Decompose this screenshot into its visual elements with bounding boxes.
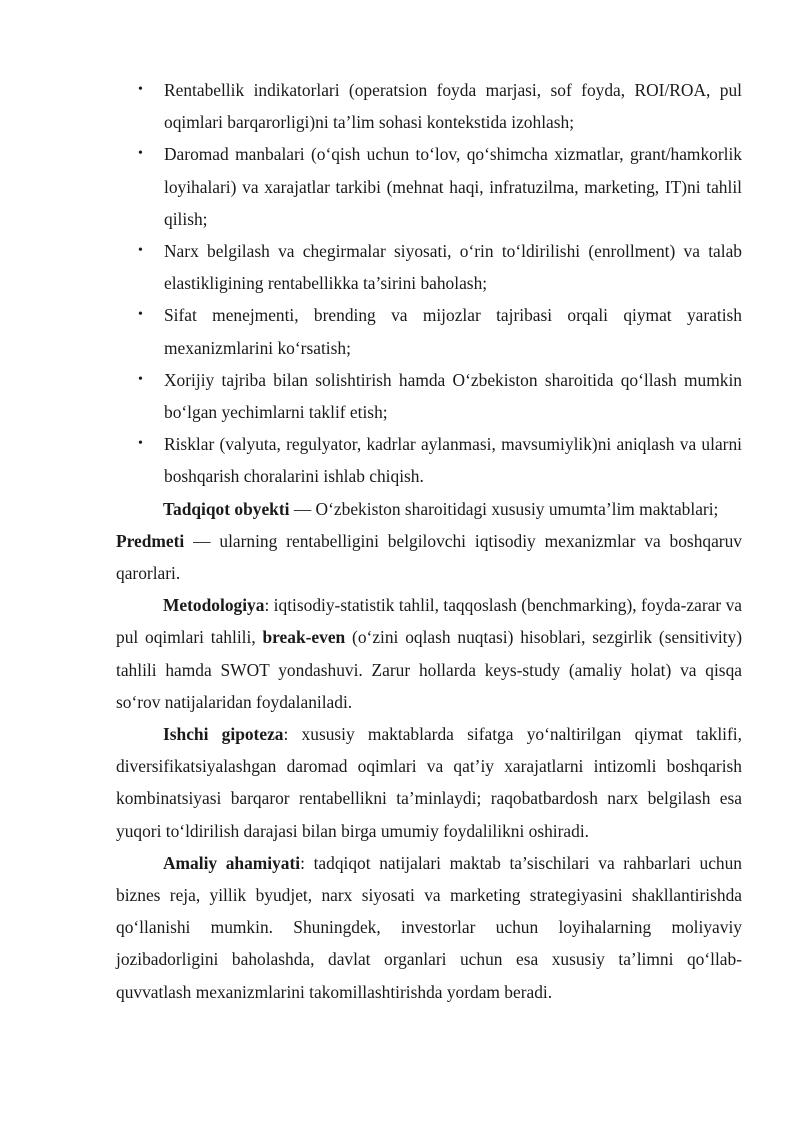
methodology-paragraph [116, 589, 742, 718]
list-item [116, 74, 742, 138]
list-item-text: Risklar (valyuta, regulyator, kadrlar aylanmasi, mavsumiylik)ni aniqlash va ularni boshqarish choralarini ishlab chiqish. [164, 434, 742, 487]
hypothesis-label: Ishchi gipoteza [163, 724, 284, 745]
list-item [116, 428, 742, 492]
practical-significance-paragraph [116, 847, 742, 1008]
bullet-icon: • [138, 146, 143, 162]
bullet-icon: • [138, 82, 143, 97]
list-item [116, 364, 742, 428]
methodology-label: Metodologiya [163, 595, 265, 616]
bullet-icon: • [138, 436, 143, 452]
list-item-text: Rentabellik indikatorlari (operatsion foyda marjasi, sof foyda, ROI/ROA, pul oqimlari barqarorligi)ni ta’lim sohasi kontekstida izohlash; [164, 80, 742, 133]
bullet-icon: • [138, 307, 143, 323]
practical-significance-text: : tadqiqot natijalari maktab ta’sischilari va rahbarlari uchun biznes reja, yillik byudjet, narx siyosati va marketing strategiyasini shakllantirishda qo‘llanishi mumkin. Shuningdek, investorlar uchun loyihalarning moliyaviy jozibadorligini baholashda, davlat organlari uchun esa xususiy ta’limni qo‘llab-quvvatlash mexanizmlarini takomillashtirishda yordam beradi. [116, 852, 742, 1002]
bullet-icon: • [138, 243, 143, 259]
list-item [116, 138, 742, 235]
list-item-text: Narx belgilash va chegirmalar siyosati, o‘rin to‘ldirilishi (enrollment) va talab elastikligining rentabellikka ta’sirini baholash; [164, 241, 742, 294]
research-subject-label: Predmeti [116, 530, 185, 551]
break-even-term: break-even [262, 627, 346, 648]
research-object-text: — O‘zbekiston sharoitidagi xususiy umumta’lim maktablari; [289, 498, 719, 519]
list-item-text: Sifat menejmenti, brending va mijozlar tajribasi orqali qiymat yaratish mexanizmlarini ko‘rsatish; [164, 305, 742, 358]
research-subject-text: — ularning rentabelligini belgilovchi iqtisodiy mexanizmlar va boshqaruv qarorlari. [116, 530, 742, 584]
hypothesis-paragraph [116, 718, 742, 847]
practical-significance-label: Amaliy ahamiyati [163, 852, 301, 873]
methodology-text-continued: (o‘zini oqlash nuqtasi) hisoblari, sezgirlik (sensitivity) tahlili hamda SWOT yondashuvi. Zarur hollarda keys-study (amaliy holat) va qisqa so‘rov natijalaridan foydalaniladi. [116, 627, 742, 712]
objectives-list [116, 74, 742, 493]
research-object-paragraph [116, 493, 742, 525]
list-item-text: Daromad manbalari (o‘qish uchun to‘lov, qo‘shimcha xizmatlar, grant/hamkorlik loyihalari) va xarajatlar tarkibi (mehnat haqi, infratuzilma, marketing, IT)ni tahlil qilish; [164, 144, 742, 229]
list-item-text: Xorijiy tajriba bilan solishtirish hamda O‘zbekiston sharoitida qo‘llash mumkin bo‘lgan yechimlarni taklif etish; [164, 369, 742, 423]
hypothesis-text: : xususiy maktablarda sifatga yo‘naltirilgan qiymat taklifi, diversifikatsiyalashgan daromad oqimlari va qat’iy xarajatlarni intizomli boshqarish kombinatsiyasi barqaror rentabellikni ta’minlaydi; raqobatbardosh narx belgilash esa yuqori to‘ldirilish darajasi bilan birga umumiy foydalilikni oshiradi. [116, 724, 742, 841]
research-object-label: Tadqiqot obyekti [163, 498, 290, 519]
bullet-icon: • [138, 371, 143, 387]
research-subject-paragraph [116, 525, 742, 589]
document-body [116, 74, 742, 1008]
methodology-text: : iqtisodiy-statistik tahlil, taqqoslash (benchmarking), foyda-zarar va pul oqimlari tahlili, [116, 595, 742, 648]
list-item [116, 299, 742, 363]
list-item [116, 235, 742, 299]
